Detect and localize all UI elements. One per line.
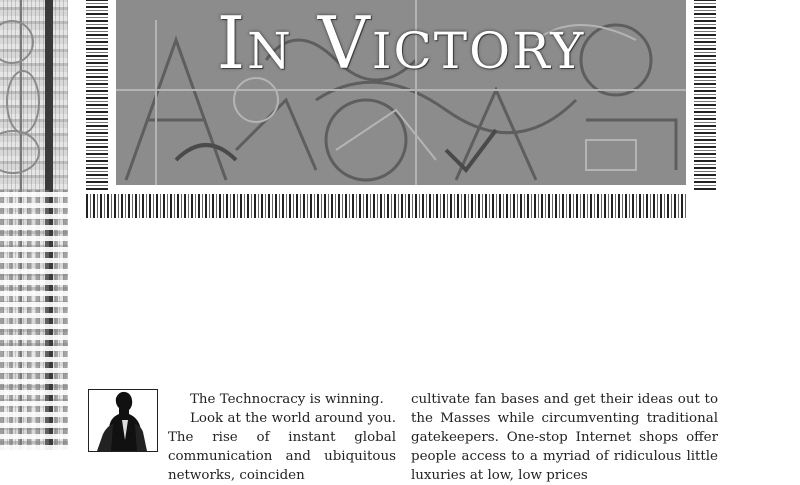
banner-edge-left [86,0,108,190]
paragraph-1: The Technocracy is winning. [190,392,384,407]
left-decorative-border [0,0,68,450]
border-swirl [0,130,40,174]
banner-edge-right [694,0,716,190]
header-banner [116,0,686,185]
border-swirl [0,20,34,64]
paragraph-2: Look at the world around you. The rise of instant global communication and ubiquitous networks, coinciden [168,411,396,483]
border-pixel-pattern [0,190,68,450]
silhouette-illustration [89,390,157,451]
paragraph-3: cultivate fan bases and get their ideas out to the Masses while circumventing traditional gatekeepers. One-stop Internet shops offer people access to a myriad of ridiculous little luxuries at low, low prices [411,392,718,483]
figure-silhouette [88,389,158,452]
body-column-2 [411,390,718,485]
banner-title: In Victory [216,1,586,85]
banner-edge-bottom [86,194,686,218]
border-swirl [6,70,40,134]
body-column-1 [168,390,396,485]
